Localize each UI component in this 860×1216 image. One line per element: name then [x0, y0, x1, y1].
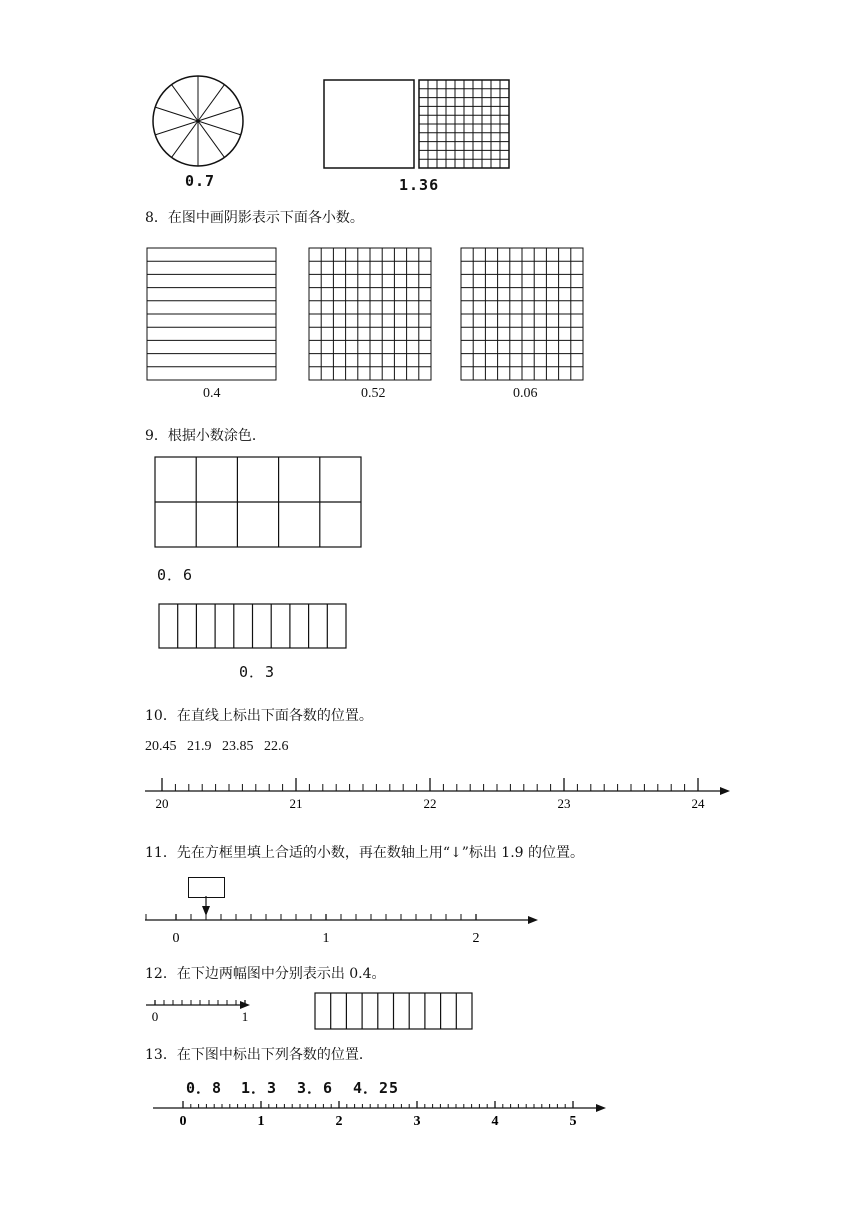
hundred-grid-052 — [308, 247, 432, 381]
grid-2x5 — [154, 456, 362, 548]
sector-line — [198, 121, 241, 135]
axis-label: 0 — [172, 931, 180, 946]
question-13: 13．在下图中标出下列各数的位置． — [145, 1047, 373, 1063]
question-11: 11．先在方框里填上合适的小数，再在数轴上用“↓”标出 1.9 的位置。 — [145, 845, 585, 861]
hundred-grid-006 — [460, 247, 584, 381]
decimal-circle-figure — [150, 76, 246, 166]
sector-line — [198, 85, 224, 121]
sector-line — [172, 85, 198, 121]
label-0-4: 0.4 — [203, 386, 221, 401]
label-0-6: 0．6 — [157, 566, 194, 584]
sector-line — [198, 121, 224, 157]
question-9: 9．根据小数涂色． — [145, 428, 266, 444]
label-0-3: 0．3 — [239, 663, 276, 681]
axis-label: 21 — [289, 796, 303, 811]
number-line-20-24 — [140, 770, 740, 814]
sector-line — [198, 107, 241, 121]
axis-label: 2 — [472, 931, 480, 946]
question-8: 8．在图中画阴影表示下面各小数。 — [145, 210, 364, 226]
question-12: 12．在下边两幅图中分别表示出 0.4。 — [145, 966, 386, 982]
axis-label: 2 — [335, 1114, 343, 1129]
axis-label: 3 — [413, 1114, 421, 1129]
sector-line — [155, 107, 198, 121]
axis-arrow — [528, 916, 538, 924]
axis-arrow — [596, 1104, 606, 1112]
square-label: 1.36 — [399, 176, 440, 194]
axis-label: 1 — [322, 931, 330, 946]
axis-label: 22 — [423, 796, 437, 811]
axis-label: 20 — [155, 796, 169, 811]
axis-label: 4 — [491, 1114, 499, 1129]
circle-label: 0.7 — [185, 172, 216, 190]
number-3-6: 3．6 — [297, 1079, 334, 1097]
sector-line — [172, 121, 198, 157]
strip-1x10 — [158, 603, 347, 649]
whole-square — [324, 80, 414, 168]
strip-1x10-q12 — [314, 992, 474, 1030]
answer-box[interactable] — [188, 877, 225, 898]
axis-label: 0 — [151, 1009, 159, 1024]
sector-line — [155, 121, 198, 135]
axis-arrow — [720, 787, 730, 795]
strip-grid-04 — [146, 247, 277, 381]
number-0-8: 0．8 — [186, 1079, 223, 1097]
number-4-25: 4．25 — [353, 1079, 400, 1097]
hundred-grid-figure — [322, 78, 512, 170]
question-10: 10．在直线上标出下面各数的位置。 — [145, 708, 373, 724]
number-line-0-1 — [144, 996, 254, 1024]
label-0-52: 0.52 — [361, 386, 386, 401]
axis-label: 1 — [257, 1114, 265, 1129]
axis-label: 1 — [241, 1009, 249, 1024]
pointer-arrow — [202, 906, 210, 916]
number-line-0-5 — [150, 1096, 610, 1128]
axis-label: 23 — [557, 796, 571, 811]
label-0-06: 0.06 — [513, 386, 538, 401]
axis-label: 24 — [691, 796, 705, 811]
numbers-to-mark: 20.45 21.9 23.85 22.6 — [145, 739, 289, 754]
axis-label: 0 — [179, 1114, 187, 1129]
number-1-3: 1．3 — [241, 1079, 278, 1097]
axis-label: 5 — [569, 1114, 577, 1129]
